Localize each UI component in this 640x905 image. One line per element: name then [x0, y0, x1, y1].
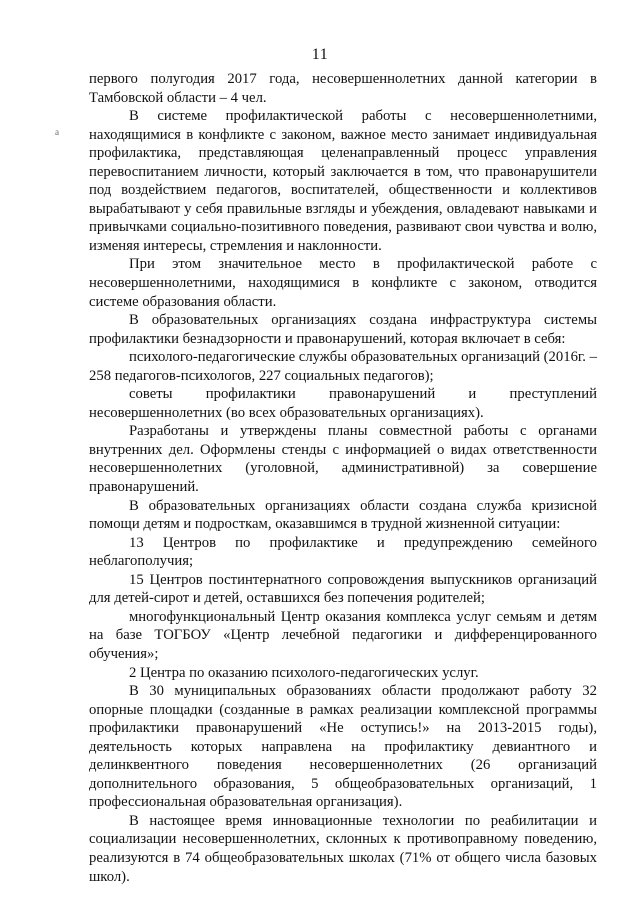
list-item: советы профилактики правонарушений и преступлений несовершеннолетних (во всех образовательных организациях). — [89, 386, 597, 421]
paragraph: При этом значительное место в профилактической работе с несовершеннолетними, находящимися в конфликте с законом, отводится системе образования области. — [89, 256, 597, 310]
paragraph: Разработаны и утверждены планы совместной работы с органами внутренних дел. Оформлены стенды с информацией о видах ответственности несовершеннолетних (уголовной, административной) за совершение правонарушений. — [89, 423, 597, 496]
paragraph: В системе профилактической работы с несовершеннолетними, находящимися в конфликте с законом, важное место занимает индивидуальная профилактика, представляющая целенаправленный процесс управления перевоспитанием личности, который заключается в том, что правонарушители под воздействием педагогов, воспитателей, общественности и коллективов вырабатывают у себя правильные взгляды и убеждения, овладевают навыками и привычками социально-позитивного поведения, развивают свои чувства и волю, изменяя интересы, стремления и наклонности. — [89, 108, 597, 254]
page-number: 11 — [311, 46, 329, 63]
paragraph: В 30 муниципальных образованиях области продолжают работу 32 опорные площадки (созданные в рамках реализации комплексной программы профилактики правонарушений «Не оступись!» на 2013-2015 годы), деятельность которых направлена на профилактику девиантного и делинквентного поведения несовершеннолетних (26 организаций дополнительного образования, 5 общеобразовательных организаций, 1 профессиональная образовательная организация). — [89, 683, 597, 811]
paragraph: первого полугодия 2017 года, несовершеннолетних данной категории в Тамбовской области – 4 чел. — [89, 71, 597, 106]
document-body — [89, 70, 597, 886]
paragraph: В настоящее время инновационные технологии по реабилитации и социализации несовершеннолетних, склонных к противоправному поведению, реализуются в 74 общеобразовательных школах (71% от общего числа базовых школ). — [89, 812, 597, 885]
list-item: 13 Центров по профилактике и предупреждению семейного неблагополучия; — [89, 534, 597, 570]
list-item: 2 Центра по оказанию психолого-педагогических услуг. — [129, 664, 479, 681]
paragraph: В образовательных организациях области создана служба кризисной помощи детям и подросткам, оказавшимся в трудной жизненной ситуации: — [89, 497, 597, 533]
margin-mark: a — [55, 127, 59, 137]
list-item: многофункциональный Центр оказания комплекса услуг семьям и детям на базе ТОГБОУ «Центр лечебной педагогики и дифференцированного обучения»; — [89, 608, 597, 662]
paragraph: В образовательных организациях создана инфраструктура системы профилактики безнадзорности и правонарушений, которая включает в себя: — [89, 312, 597, 347]
list-item: 15 Центров постинтернатного сопровождения выпускников организаций для детей-сирот и детей, оставшихся без попечения родителей; — [89, 571, 597, 607]
list-item: психолого-педагогические службы образовательных организаций (2016г. – 258 педагогов-психологов, 227 социальных педагогов); — [89, 349, 597, 384]
